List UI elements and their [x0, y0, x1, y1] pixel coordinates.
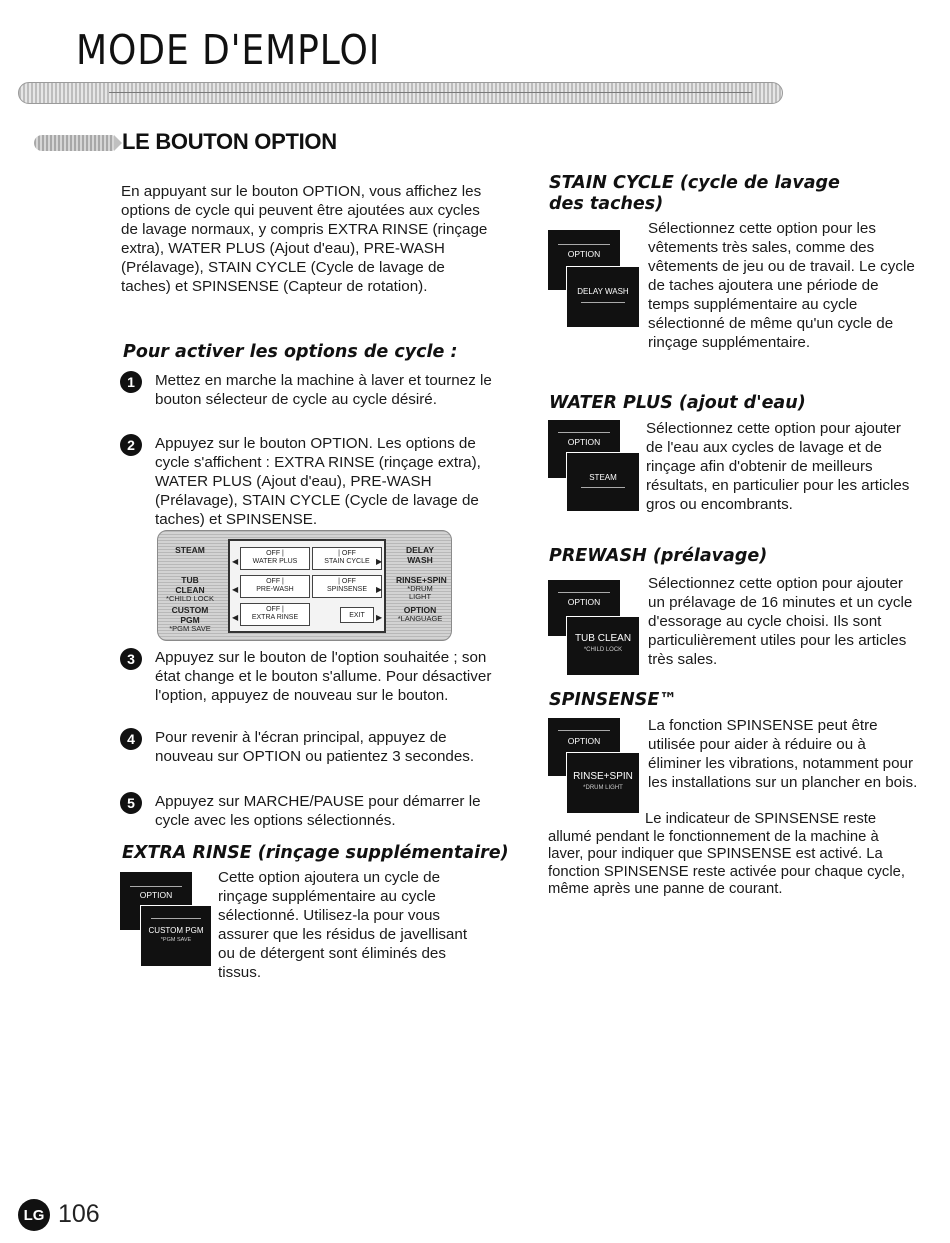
panel-button-delay-wash	[396, 545, 444, 565]
lcd-option-pre-wash	[240, 575, 310, 598]
option-button-label: OPTION	[567, 597, 601, 607]
arrow-left-icon: ◀	[232, 557, 239, 566]
water-plus-text: Sélectionnez cette option pour ajouter de l'eau aux cycles de lavage et de rinçage afin d'obtenir de meilleurs résultats, en particulier pour les articles gros ou encombrants.	[646, 420, 910, 513]
button-label: CUSTOM PGM	[148, 926, 204, 935]
lcd-option-stain-cycle	[312, 547, 382, 570]
lcd-label: EXIT	[349, 612, 365, 619]
lcd-state: OFF |	[266, 578, 284, 585]
step-text: Appuyez sur le bouton OPTION. Les options de cycle s'affichent : EXTRA RINSE (rinçage extra), WATER PLUS (Ajout d'eau), PRE-WASH (Prélavage), STAIN CYCLE (Cycle de lavage de taches) et SPINSENSE.	[155, 435, 481, 528]
lcd-label: STAIN CYCLE	[324, 558, 370, 565]
step-text: Appuyez sur le bouton de l'option souhaitée ; son état change et le bouton s'allume. Pour désactiver l'option, appuyez de nouveau sur le bouton.	[155, 649, 492, 704]
section-marker	[34, 135, 114, 151]
button-label: STEAM	[589, 473, 617, 482]
lcd-state: | OFF	[338, 550, 356, 557]
panel-button-sublabel: *DRUM LIGHT	[407, 584, 433, 601]
divider	[558, 730, 610, 731]
steam-button-image	[566, 452, 640, 512]
button-label: RINSE+SPIN	[573, 771, 633, 782]
intro-paragraph: En appuyant sur le bouton OPTION, vous affichez les options de cycle qui peuvent être ajoutées aux cycles de lavage normaux, y compris EXTRA RINSE (rinçage extra), WATER PLUS (Ajout d'eau), PRE-WASH (Prélavage), STAIN CYCLE (Cycle de lavage de taches) et SPINSENSE (Capteur de rotation).	[121, 183, 488, 295]
water-plus-heading: WATER PLUS (ajout d'eau)	[549, 393, 806, 413]
divider	[558, 244, 610, 245]
panel-button-label: STEAM	[175, 545, 205, 555]
panel-button-rinse-spin	[396, 575, 447, 601]
spinsense-text: La fonction SPINSENSE peut être utilisée pour aider à réduire ou à éliminer les vibrations, notamment pour les installations sur un plancher en bois.	[648, 717, 918, 791]
arrow-left-icon: ◀	[232, 613, 239, 622]
page-title: MODE D'EMPLOI	[76, 26, 381, 74]
lg-logo: LG	[18, 1199, 50, 1231]
stain-cycle-text: Sélectionnez cette option pour les vêtements très sales, comme des vêtements de jeu ou de travail. Le cycle de taches ajoutera une période de temps supplémentaire au cycle sélectionné de même qu'un cycle de rinçage supplémentaire.	[648, 220, 915, 351]
panel-button-label: DELAY WASH	[405, 545, 435, 565]
lcd-label: PRE-WASH	[256, 586, 294, 593]
spinsense-heading: SPINSENSE™	[549, 690, 677, 710]
lcd-label: WATER PLUS	[252, 558, 298, 565]
lcd-state: OFF |	[266, 606, 284, 613]
panel-button-sublabel: *CHILD LOCK	[166, 594, 214, 603]
rinse-spin-button-image	[566, 752, 640, 814]
option-button-label: OPTION	[567, 249, 601, 259]
panel-button-sublabel: *PGM SAVE	[169, 624, 211, 633]
step-number: 5	[120, 792, 142, 814]
panel-button-label: RINSE+SPIN	[396, 575, 447, 585]
lcd-option-spinsense	[312, 575, 382, 598]
panel-button-custom-pgm	[166, 605, 214, 633]
section-title: LE BOUTON OPTION	[122, 129, 337, 154]
divider	[130, 886, 182, 887]
tub-clean-button-image	[566, 616, 640, 676]
arrow-right-icon: ▶	[376, 585, 383, 594]
panel-button-option	[396, 605, 444, 623]
lcd-option-water-plus	[240, 547, 310, 570]
step-number: 1	[120, 371, 142, 393]
stain-cycle-heading: STAIN CYCLE (cycle de lavage des taches)	[549, 173, 840, 214]
lcd-label: EXTRA RINSE	[251, 614, 299, 621]
activate-heading: Pour activer les options de cycle :	[123, 342, 458, 362]
panel-button-label: TUB CLEAN	[175, 575, 205, 595]
panel-button-label: OPTION	[403, 605, 437, 615]
prewash-heading: PREWASH (prélavage)	[549, 546, 768, 566]
header-bar	[18, 82, 783, 104]
step-number: 3	[120, 648, 142, 670]
option-button-label: OPTION	[567, 437, 601, 447]
panel-button-sublabel: *LANGUAGE	[397, 614, 443, 623]
arrow-right-icon: ▶	[376, 613, 383, 622]
custom-pgm-button-image	[140, 905, 212, 967]
panel-button-label: CUSTOM PGM	[171, 605, 209, 625]
arrow-left-icon: ◀	[232, 585, 239, 594]
lcd-state: | OFF	[338, 578, 356, 585]
divider	[581, 302, 625, 303]
step-number: 4	[120, 728, 142, 750]
button-sublabel: *PGM SAVE	[160, 937, 192, 943]
step-number: 2	[120, 434, 142, 456]
divider	[558, 432, 610, 433]
page-number: 106	[58, 1200, 100, 1228]
divider	[151, 918, 201, 919]
button-sublabel: *CHILD LOCK	[583, 647, 623, 653]
option-button-label: OPTION	[139, 890, 173, 900]
step-text: Mettez en marche la machine à laver et tournez le bouton sélecteur de cycle au cycle désiré.	[155, 372, 492, 408]
divider	[558, 592, 610, 593]
step-text: Pour revenir à l'écran principal, appuyez de nouveau sur OPTION ou patientez 3 secondes.	[155, 729, 475, 765]
spinsense-text-2: Le indicateur de SPINSENSE reste allumé pendant le fonctionnement de la machine à laver, pour indiquer que SPINSENSE est activé. La fonction SPINSENSE reste activée pour chaque cycle, même après une panne de courant.	[548, 811, 905, 897]
control-panel-illustration	[157, 530, 452, 641]
button-label: TUB CLEAN	[574, 633, 632, 644]
step-text: Appuyez sur MARCHE/PAUSE pour démarrer le cycle avec les options sélectionnés.	[155, 793, 481, 829]
divider	[581, 487, 625, 488]
lcd-option-extra-rinse	[240, 603, 310, 626]
lcd-exit	[340, 607, 374, 623]
lcd-screen	[228, 539, 386, 633]
extra-rinse-heading: EXTRA RINSE (rinçage supplémentaire)	[122, 843, 509, 863]
lcd-label: SPINSENSE	[326, 586, 368, 593]
panel-button-steam	[166, 545, 214, 555]
button-label: DELAY WASH	[577, 287, 629, 296]
button-sublabel: *DRUM LIGHT	[583, 785, 623, 791]
extra-rinse-text: Cette option ajoutera un cycle de rinçage supplémentaire au cycle sélectionné. Utilisez-la pour vous assurer que les résidus de javellisant ou de détergent sont éliminés des tissus.	[218, 869, 468, 981]
prewash-text: Sélectionnez cette option pour ajouter un prélavage de 16 minutes et un cycle d'essorage au cycle choisi. Ils sont particulièrement utiles pour les articles très sales.	[648, 575, 913, 668]
option-button-label: OPTION	[567, 736, 601, 746]
lcd-state: OFF |	[266, 550, 284, 557]
delay-wash-button-image	[566, 266, 640, 328]
arrow-right-icon: ▶	[376, 557, 383, 566]
panel-button-tub-clean	[166, 575, 214, 603]
